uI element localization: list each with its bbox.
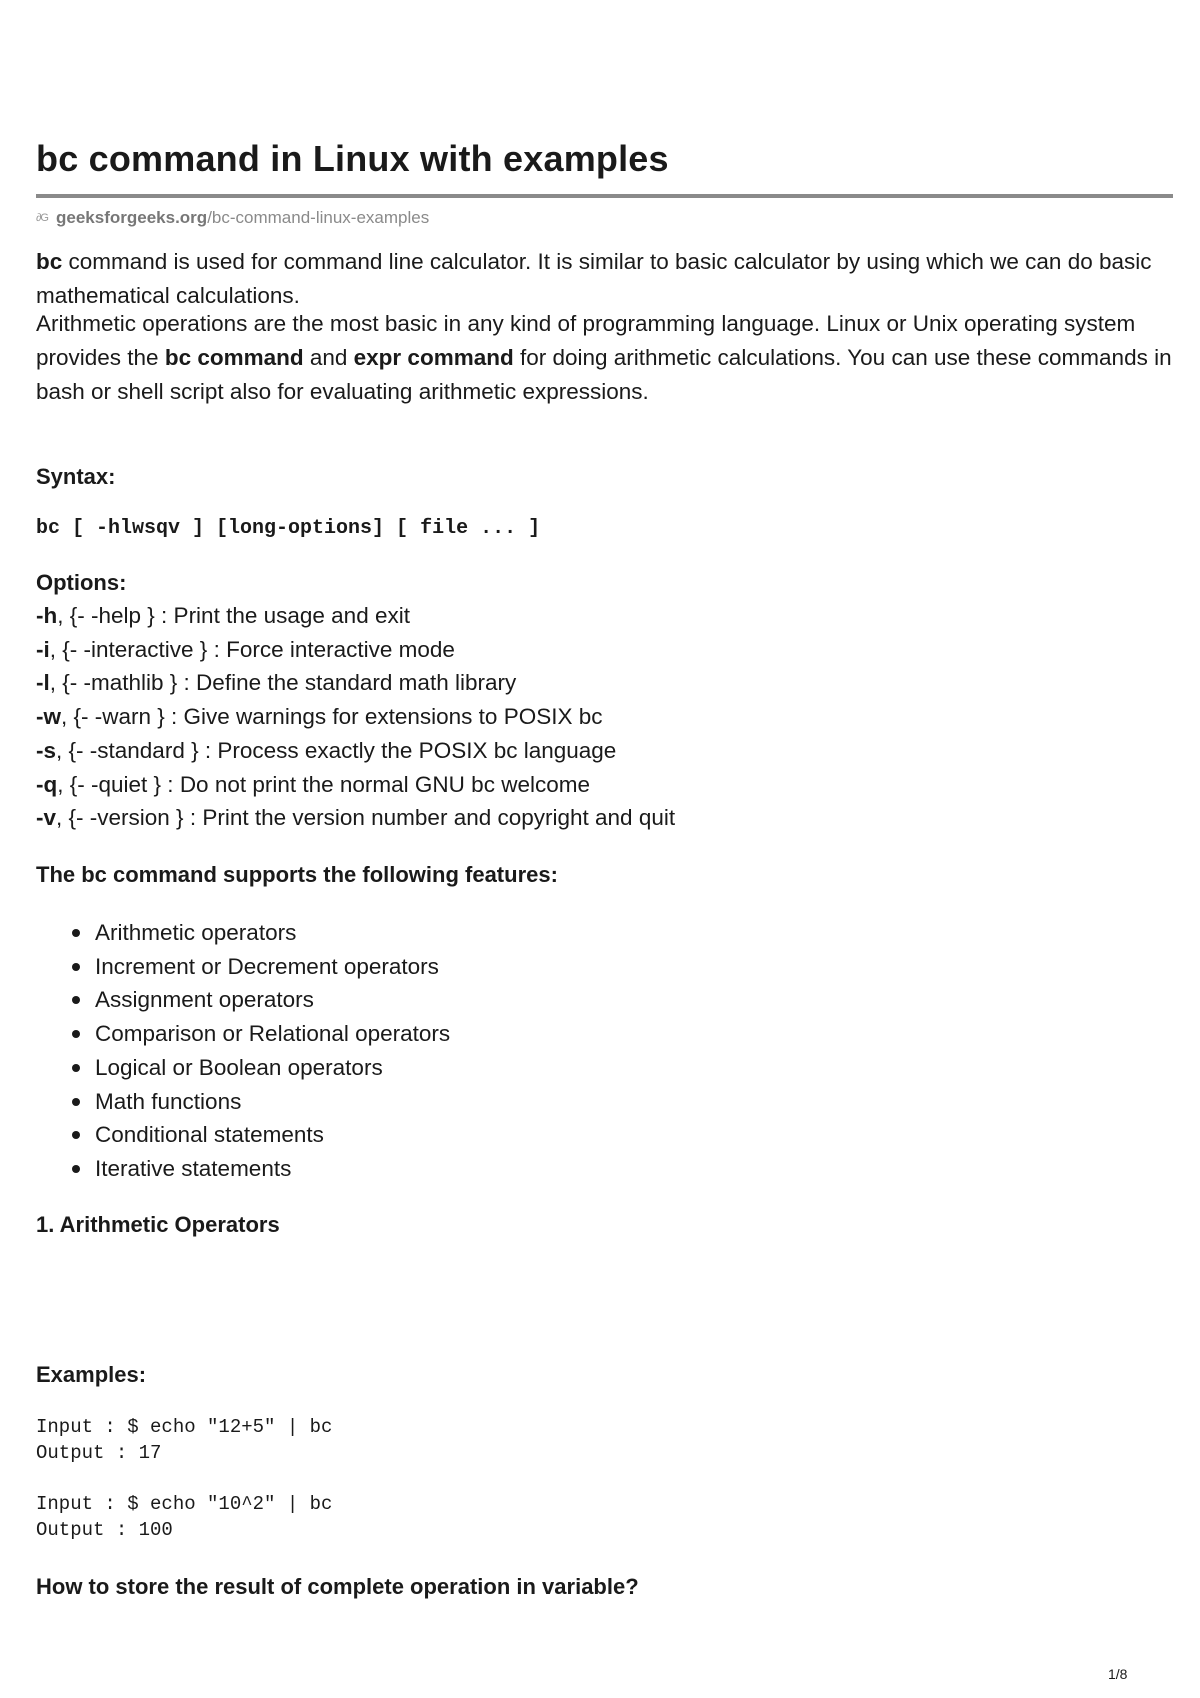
list-item	[36, 1017, 450, 1051]
geeksforgeeks-logo-icon: ∂G	[36, 212, 48, 224]
option-desc: , {- -quiet } : Do not print the normal GNU bc welcome	[57, 771, 590, 797]
list-item-text: Arithmetic operators	[95, 920, 297, 945]
features-list	[36, 916, 450, 1186]
bullet-icon	[72, 996, 80, 1004]
example-code-block-2	[36, 1491, 332, 1543]
list-item-text: Iterative statements	[95, 1155, 292, 1181]
intro-paragraph-1	[36, 245, 1172, 313]
features-heading: The bc command supports the following features:	[36, 862, 558, 887]
page-number: 1/8	[1108, 1666, 1128, 1682]
intro-text-2b: and	[303, 345, 354, 370]
list-item-text: Logical or Boolean operators	[95, 1054, 383, 1080]
list-item	[36, 1051, 450, 1085]
option-desc: , {- -version } : Print the version number and copyright and quit	[56, 805, 676, 831]
option-flag: -l	[36, 670, 50, 696]
list-item-text: Conditional statements	[95, 1122, 324, 1148]
list-item	[36, 1118, 450, 1152]
option-desc: , {- -warn } : Give warnings for extensions to POSIX bc	[61, 704, 603, 730]
example-code-block-1	[36, 1414, 332, 1466]
option-row-quiet	[36, 768, 675, 802]
expr-command-term: expr command	[353, 345, 514, 370]
option-desc: , {- -help } : Print the usage and exit	[57, 603, 410, 628]
list-item-text: Increment or Decrement operators	[95, 953, 439, 979]
example-output-2: Output : 100	[36, 1519, 173, 1541]
example-input-1: Input : $ echo "12+5" | bc	[36, 1416, 333, 1438]
bc-term: bc	[36, 249, 63, 274]
title-divider	[36, 194, 1173, 198]
list-item-text: Comparison or Relational operators	[95, 1021, 451, 1047]
option-flag: -i	[36, 636, 50, 662]
options-heading: Options:	[36, 570, 127, 595]
syntax-heading: Syntax:	[36, 464, 116, 489]
option-row-standard	[36, 734, 675, 768]
bullet-icon	[72, 1165, 80, 1173]
bullet-icon	[72, 963, 80, 971]
list-item	[36, 916, 450, 950]
list-item	[36, 950, 450, 984]
option-row-help	[36, 599, 675, 633]
example-input-2: Input : $ echo "10^2" | bc	[36, 1493, 333, 1515]
option-flag: -s	[36, 737, 57, 763]
intro-paragraph-2	[36, 307, 1172, 409]
option-desc: , {- -interactive } : Force interactive mode	[49, 636, 455, 662]
bullet-icon	[72, 1098, 80, 1106]
option-row-warn	[36, 700, 675, 734]
option-row-interactive	[36, 633, 675, 667]
page-title: bc command in Linux with examples	[36, 138, 669, 179]
bullet-icon	[72, 1064, 80, 1072]
option-desc: , {- -mathlib } : Define the standard math library	[49, 670, 517, 696]
option-flag: -w	[36, 704, 61, 730]
option-row-version	[36, 801, 675, 835]
options-list	[36, 599, 675, 835]
list-item-text: Assignment operators	[95, 987, 314, 1013]
bullet-icon	[72, 929, 80, 937]
option-flag: -v	[36, 805, 57, 831]
source-line	[36, 208, 429, 228]
option-flag: -h	[36, 603, 58, 628]
syntax-code: bc [ -hlwsqv ] [long-options] [ file ... ]	[36, 517, 541, 540]
intro-text-1: command is used for command line calculator. It is similar to basic calculator by using which we can do basic mathematical calculations.	[36, 249, 1152, 308]
example-output-1: Output : 17	[36, 1442, 162, 1464]
source-path[interactable]: /bc-command-linux-examples	[207, 208, 430, 227]
list-item	[36, 983, 450, 1017]
list-item-text: Math functions	[95, 1088, 242, 1114]
option-flag: -q	[36, 771, 58, 797]
bullet-icon	[72, 1131, 80, 1139]
examples-heading: Examples:	[36, 1362, 147, 1387]
bullet-icon	[72, 1030, 80, 1038]
intro-text-2c: for doing arithmetic calculations. You can use these commands in bash or shell script also for evaluating arithmetic expressions.	[36, 345, 1172, 404]
option-row-mathlib	[36, 666, 675, 700]
option-desc: , {- -standard } : Process exactly the POSIX bc language	[56, 737, 617, 763]
list-item	[36, 1152, 450, 1186]
section-heading-arithmetic: 1. Arithmetic Operators	[36, 1212, 280, 1237]
store-result-heading: How to store the result of complete operation in variable?	[36, 1574, 639, 1599]
list-item	[36, 1085, 450, 1119]
source-domain[interactable]: geeksforgeeks.org	[56, 208, 208, 227]
bc-command-term: bc command	[164, 345, 304, 370]
intro-text-2a: Arithmetic operations are the most basic in any kind of programming language. Linux or Unix operating system provides the	[36, 311, 1136, 370]
